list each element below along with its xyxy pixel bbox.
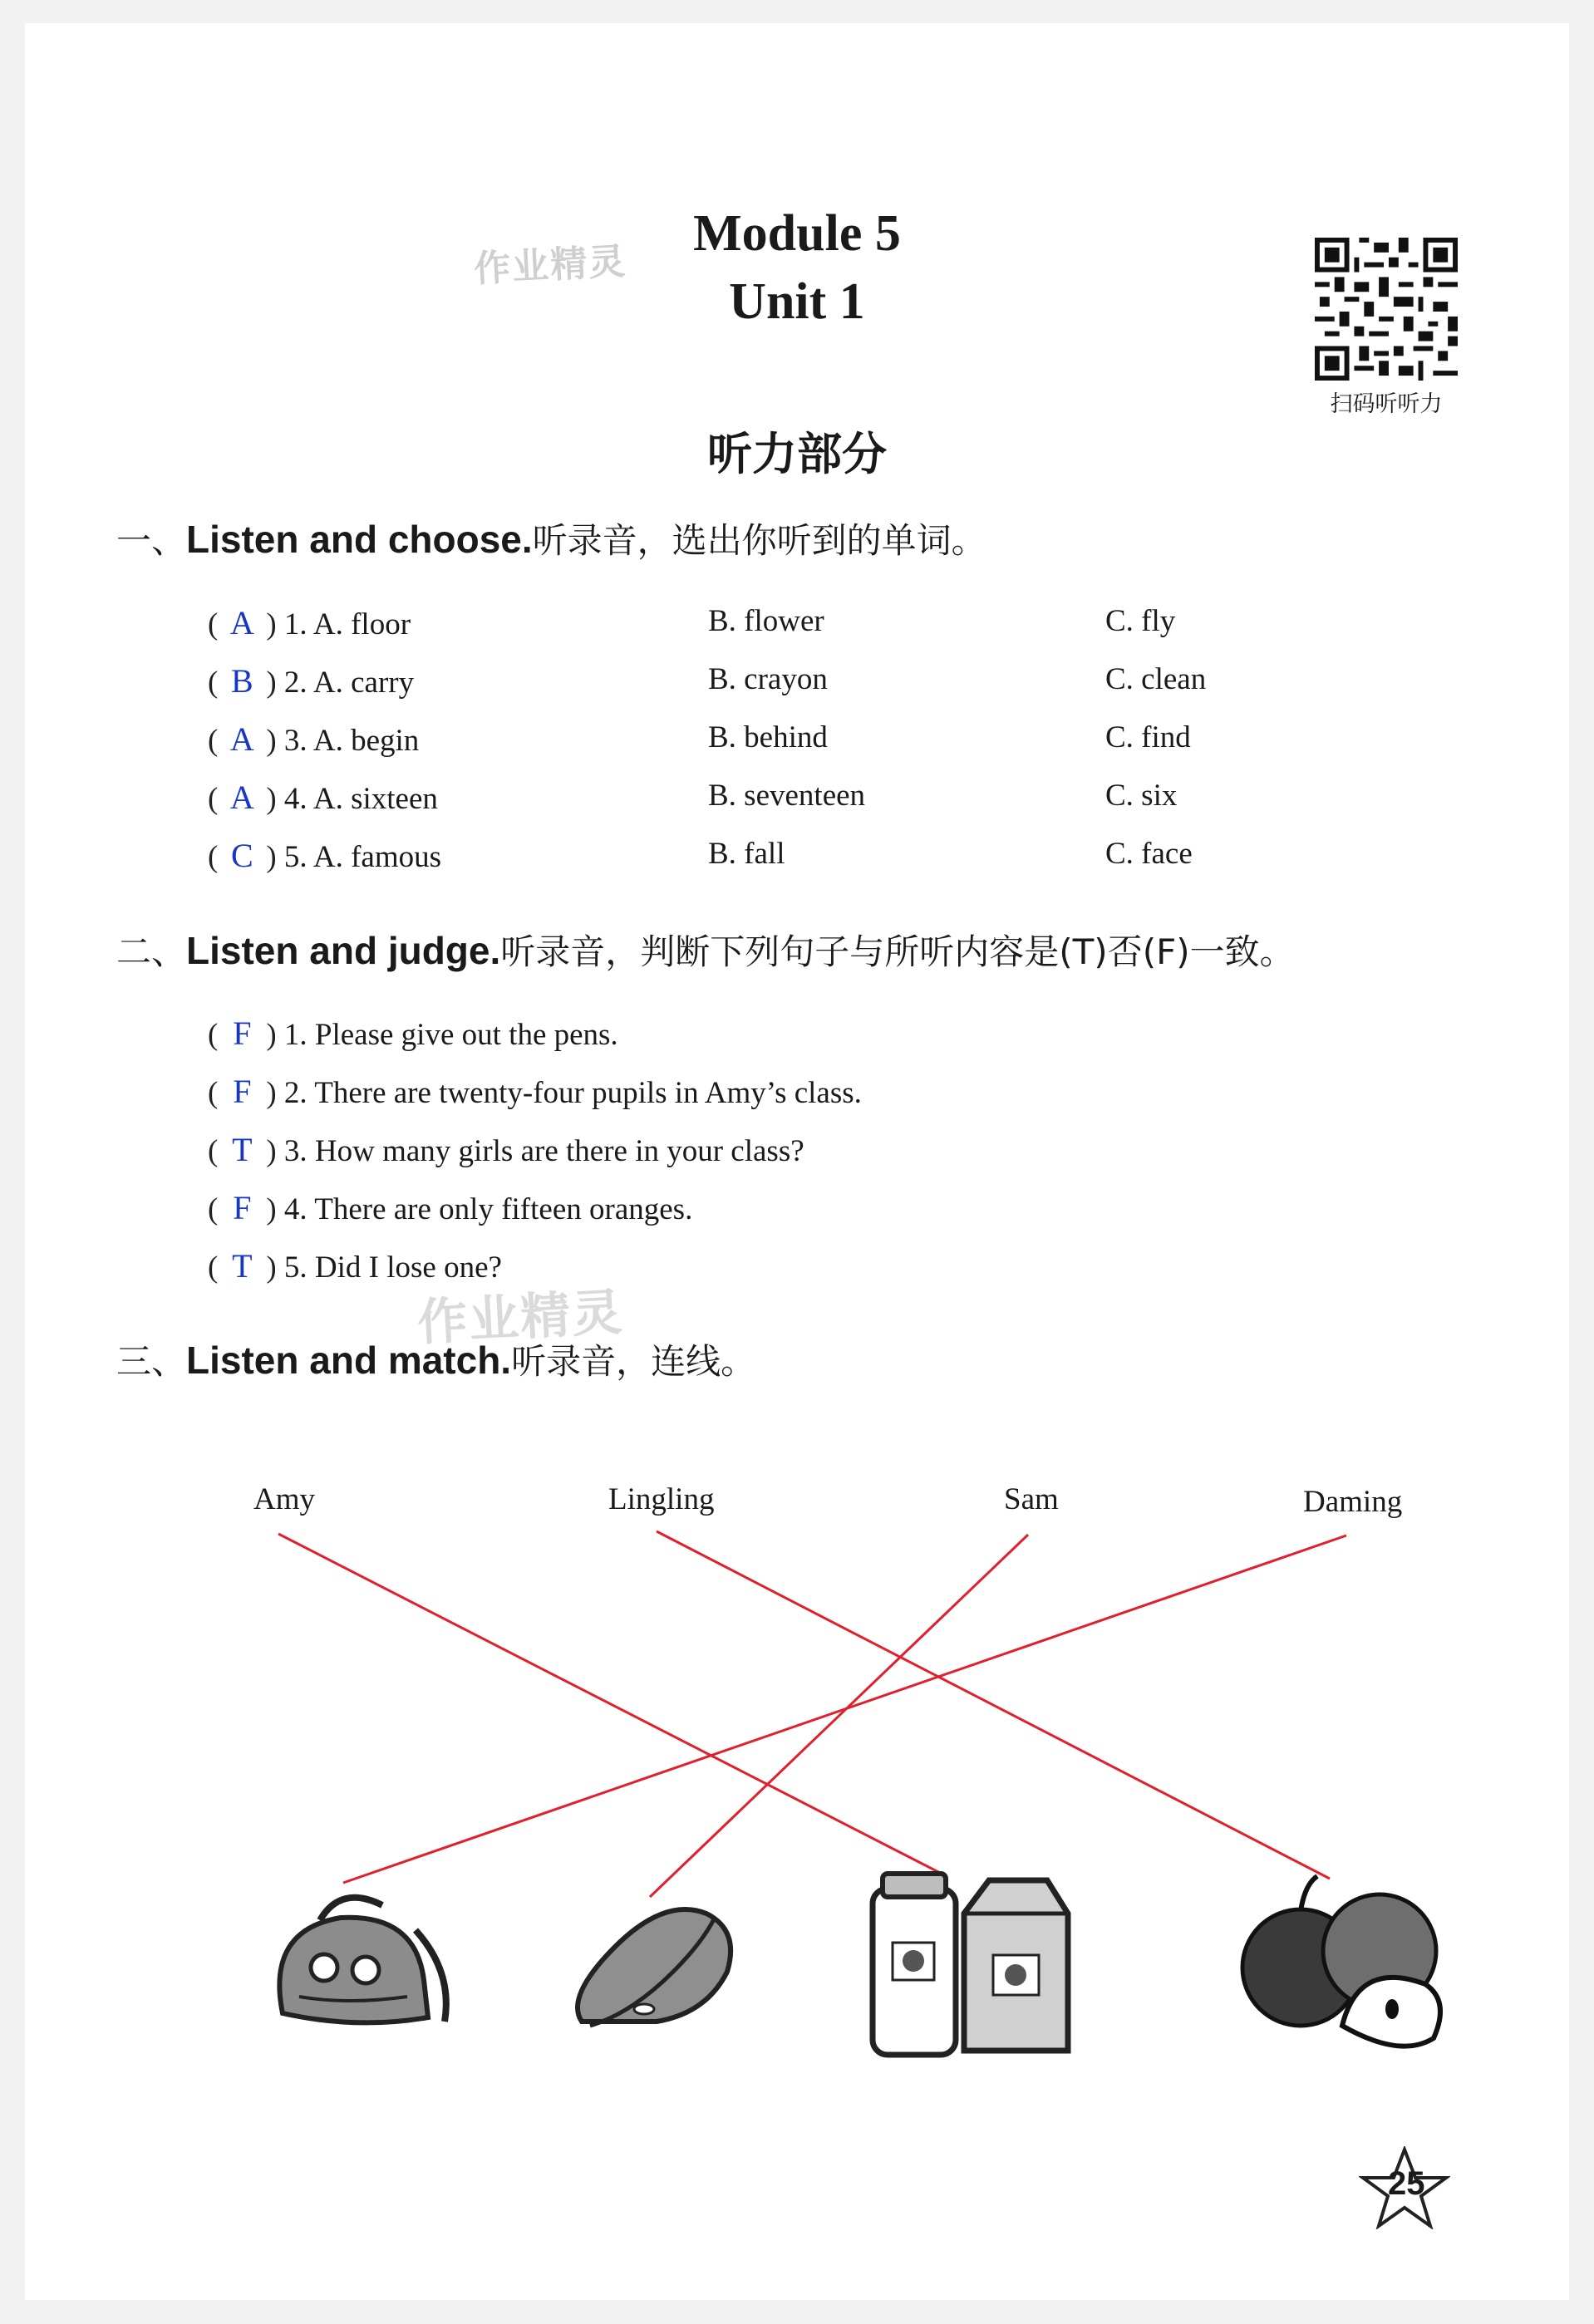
section3-number: 三、	[116, 1341, 187, 1382]
list-item: ( A ) 1. A. floor	[208, 604, 411, 641]
answer-blank[interactable]: T	[232, 1131, 253, 1168]
page-number: 25	[1388, 2165, 1425, 2202]
option-c: C. clean	[1105, 662, 1207, 696]
unit-title: Unit 1	[729, 273, 865, 330]
option-b: B. fall	[708, 837, 785, 871]
list-item: ( A ) 4. A. sixteen	[208, 779, 438, 816]
section1-number: 一、	[116, 520, 187, 561]
name-sam[interactable]: Sam	[1004, 1482, 1059, 1516]
statement-text: 5. Did I lose one?	[283, 1250, 502, 1285]
section2-title-en: Listen and judge.	[186, 929, 501, 972]
answer-blank[interactable]: C	[230, 837, 253, 874]
name-amy[interactable]: Amy	[253, 1482, 315, 1516]
item-number: 3.	[283, 724, 307, 758]
list-item: ( F ) 2. There are twenty-four pupils in Amy’s class.	[208, 1073, 862, 1110]
section1-title-en: Listen and choose.	[186, 518, 533, 561]
option-b: B. behind	[708, 720, 828, 754]
statement-text: 2. There are twenty-four pupils in Amy’s class.	[283, 1076, 862, 1110]
item-number: 4.	[283, 782, 307, 816]
option-c: C. six	[1105, 779, 1178, 813]
option-c: C. face	[1105, 837, 1193, 871]
section1-title-cn: 听录音，选出你听到的单词。	[532, 520, 986, 561]
answer-blank[interactable]: F	[233, 1015, 252, 1052]
match-line-sam-cap	[650, 1535, 1028, 1897]
option-a: A. sixteen	[312, 782, 438, 816]
match-line-lingling-apples	[657, 1531, 1330, 1879]
statement-text: 4. There are only fifteen oranges.	[283, 1192, 693, 1226]
section2-title-cn: 听录音，判断下列句子与所听内容是(T)否(F)一致。	[500, 931, 1295, 972]
list-item: ( T ) 3. How many girls are there in your class?	[208, 1131, 804, 1168]
option-c: C. fly	[1105, 604, 1176, 638]
module-title: Module 5	[693, 205, 901, 262]
answer-blank[interactable]: B	[230, 662, 253, 700]
name-daming[interactable]: Daming	[1303, 1485, 1403, 1519]
item-number: 1.	[283, 607, 307, 641]
item-number: 2.	[283, 666, 307, 700]
name-lingling[interactable]: Lingling	[608, 1482, 715, 1516]
option-a: A. carry	[312, 666, 415, 700]
watermark-logo: 作业精灵	[473, 240, 628, 291]
qr-caption: 扫码听听力	[1330, 391, 1443, 417]
worksheet-page	[25, 23, 1569, 2300]
apples-icon[interactable]	[1234, 1860, 1459, 2059]
answer-blank[interactable]: A	[229, 779, 254, 816]
list-item: ( B ) 2. A. carry	[208, 662, 415, 700]
section2-number: 二、	[116, 931, 187, 972]
option-b: B. flower	[708, 604, 824, 638]
list-item: ( C ) 5. A. famous	[208, 837, 442, 874]
answer-blank[interactable]: T	[232, 1247, 253, 1285]
cap-icon[interactable]	[557, 1880, 748, 2046]
answer-blank[interactable]: A	[229, 720, 254, 758]
section3-title-en: Listen and match.	[186, 1339, 512, 1382]
list-item: ( T ) 5. Did I lose one?	[208, 1247, 502, 1285]
list-item: ( F ) 1. Please give out the pens.	[208, 1015, 618, 1052]
list-item: ( A ) 3. A. begin	[208, 720, 420, 758]
listening-section-heading: 听力部分	[707, 428, 887, 480]
section3-title-cn: 听录音，连线。	[511, 1341, 756, 1382]
option-b: B. seventeen	[708, 779, 866, 813]
option-c: C. find	[1105, 720, 1191, 754]
option-b: B. crayon	[708, 662, 828, 696]
answer-blank[interactable]: F	[233, 1073, 252, 1110]
match-line-amy-milk	[278, 1534, 942, 1874]
option-a: A. begin	[312, 724, 420, 758]
schoolbag-icon[interactable]	[249, 1880, 457, 2046]
answer-blank[interactable]: A	[229, 604, 254, 641]
statement-text: 3. How many girls are there in your class?	[283, 1134, 804, 1168]
milk-icon[interactable]	[856, 1864, 1097, 2063]
watermark-logo: 作业精灵	[416, 1283, 625, 1353]
item-number: 5.	[283, 840, 307, 874]
option-a: A. floor	[312, 607, 411, 641]
match-line-daming-schoolbag	[343, 1535, 1346, 1883]
statement-text: 1. Please give out the pens.	[283, 1018, 618, 1052]
list-item: ( F ) 4. There are only fifteen oranges.	[208, 1189, 693, 1226]
option-a: A. famous	[312, 840, 442, 874]
answer-blank[interactable]: F	[233, 1189, 252, 1226]
